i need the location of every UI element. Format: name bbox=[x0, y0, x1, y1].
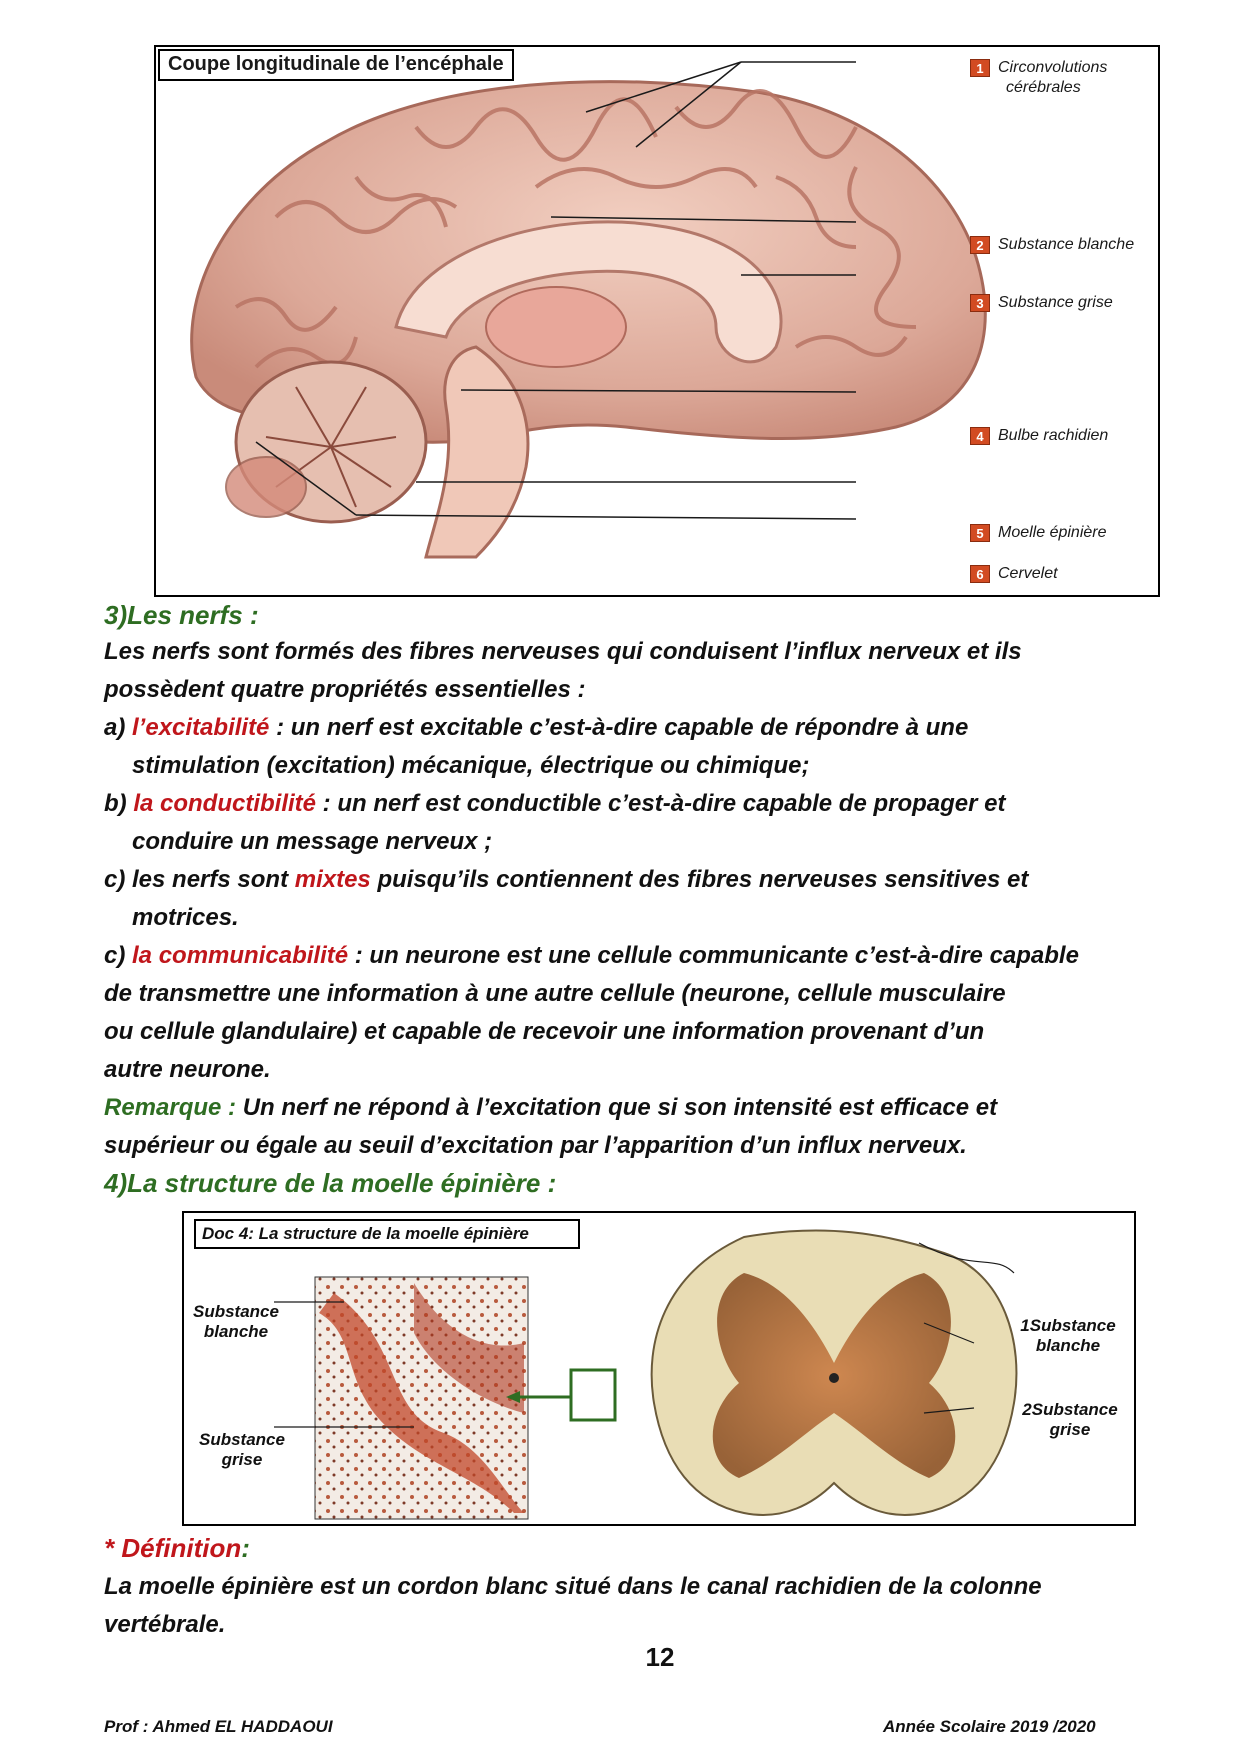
spinal-cord-illustration bbox=[184, 1213, 1134, 1524]
remark-line-1: Un nerf ne répond à l’excitation que si son intensité est efficace et bbox=[236, 1094, 998, 1121]
property-b-line-2: conduire un message nerveux ; bbox=[132, 828, 493, 855]
label-text: Circonvolutions bbox=[998, 59, 1108, 77]
property-a-term: l’excitabilité bbox=[132, 714, 270, 741]
spinal-cord-figure-title: Doc 4: La structure de la moelle épinière bbox=[194, 1219, 580, 1249]
label-line: grise bbox=[221, 1450, 263, 1469]
brain-label-6 bbox=[970, 565, 1058, 583]
intro-line-2: possèdent quatre propriétés essentielles : bbox=[104, 676, 586, 703]
property-c2-prefix: c) bbox=[104, 942, 133, 969]
brain-label-1-line2: cérébrales bbox=[1006, 79, 1081, 96]
intro-line-1: Les nerfs sont formés des fibres nerveuses qui conduisent l’influx nerveux et ils bbox=[104, 638, 1022, 665]
label-text: Bulbe rachidien bbox=[998, 427, 1109, 445]
definition-label: * Définition bbox=[104, 1533, 242, 1563]
definition-line-2: vertébrale. bbox=[104, 1611, 226, 1638]
spinal-cord-figure bbox=[182, 1211, 1136, 1526]
central-canal bbox=[829, 1373, 839, 1383]
property-c2-term: la communicabilité bbox=[132, 942, 349, 969]
property-c-mixtes bbox=[104, 865, 1214, 895]
property-c1-prefix: c) les nerfs sont bbox=[104, 866, 295, 893]
property-c1-line-2: motrices. bbox=[132, 904, 239, 931]
brain-label-2 bbox=[970, 236, 1134, 254]
definition-heading bbox=[104, 1533, 1214, 1563]
property-b-rest: : un nerf est conductible c’est-à-dire capable de propager et bbox=[316, 790, 1006, 817]
remark bbox=[104, 1093, 1214, 1123]
brain-label-1 bbox=[970, 59, 1107, 77]
property-c-communicabilite bbox=[104, 941, 1214, 971]
property-a-rest: : un nerf est excitable c’est-à-dire capable de répondre à une bbox=[269, 714, 969, 741]
property-c2-line-2: de transmettre une information à une autre cellule (neurone, cellule musculaire bbox=[104, 980, 1006, 1007]
property-a-prefix: a) bbox=[104, 714, 133, 741]
remark-label: Remarque : bbox=[104, 1094, 237, 1121]
cord-label-grey-matter bbox=[1010, 1400, 1130, 1440]
brain-label-4 bbox=[970, 427, 1108, 445]
remark-line-2: supérieur ou égale au seuil d’excitation par l’apparition d’un influx nerveux. bbox=[104, 1132, 967, 1159]
label-text: Moelle épinière bbox=[998, 524, 1107, 542]
property-c2-line-3: ou cellule glandulaire) et capable de recevoir une information provenant d’un bbox=[104, 1018, 985, 1045]
label-number: 1 bbox=[970, 59, 990, 77]
definition-line-1: La moelle épinière est un cordon blanc situé dans le canal rachidien de la colonne bbox=[104, 1573, 1042, 1600]
property-b-prefix: b) bbox=[104, 790, 134, 817]
property-c2-rest: : un neurone est une cellule communicante c’est-à-dire capable bbox=[348, 942, 1079, 969]
page-number: 12 bbox=[645, 1642, 675, 1672]
footer-school-year: Année Scolaire 2019 /2020 bbox=[883, 1717, 1096, 1736]
label-line: Substance bbox=[193, 1302, 279, 1321]
micro-label-white-matter bbox=[186, 1302, 286, 1342]
section-3-heading: 3)Les nerfs : bbox=[104, 600, 259, 630]
property-a-line-2: stimulation (excitation) mécanique, électrique ou chimique; bbox=[132, 752, 810, 779]
property-b bbox=[104, 789, 1214, 819]
thalamus bbox=[486, 287, 626, 367]
label-line: 2Substance bbox=[1022, 1400, 1118, 1419]
micro-label-grey-matter bbox=[192, 1430, 292, 1470]
label-line: Substance bbox=[199, 1430, 285, 1449]
label-text: Substance grise bbox=[998, 294, 1113, 312]
section-4-heading: 4)La structure de la moelle épinière : bbox=[104, 1168, 557, 1198]
cerebellum-lobe bbox=[226, 457, 306, 517]
footer-author: Prof : Ahmed EL HADDAOUI bbox=[104, 1717, 333, 1736]
zoom-box bbox=[571, 1370, 615, 1420]
label-number: 3 bbox=[970, 294, 990, 312]
label-number: 5 bbox=[970, 524, 990, 542]
brain-figure-title: Coupe longitudinale de l’encéphale bbox=[158, 49, 514, 81]
label-number: 6 bbox=[970, 565, 990, 583]
definition-colon: : bbox=[241, 1533, 250, 1563]
label-line: 1Substance bbox=[1020, 1316, 1116, 1335]
property-c1-term: mixtes bbox=[294, 866, 371, 893]
label-text: Cervelet bbox=[998, 565, 1058, 583]
cord-label-white-matter bbox=[1008, 1316, 1128, 1356]
label-line: blanche bbox=[203, 1322, 269, 1341]
label-number: 2 bbox=[970, 236, 990, 254]
property-b-term: la conductibilité bbox=[133, 790, 317, 817]
property-a bbox=[104, 713, 1214, 743]
property-c2-line-4: autre neurone. bbox=[104, 1056, 271, 1083]
property-c1-rest: puisqu’ils contiennent des fibres nerveuses sensitives et bbox=[370, 866, 1029, 893]
label-text: Substance blanche bbox=[998, 236, 1135, 254]
label-number: 4 bbox=[970, 427, 990, 445]
brain-label-3 bbox=[970, 294, 1113, 312]
label-line: grise bbox=[1049, 1420, 1091, 1439]
brain-illustration bbox=[156, 47, 1158, 595]
brain-figure bbox=[154, 45, 1160, 597]
brain-label-5 bbox=[970, 524, 1107, 542]
label-line: blanche bbox=[1035, 1336, 1101, 1355]
